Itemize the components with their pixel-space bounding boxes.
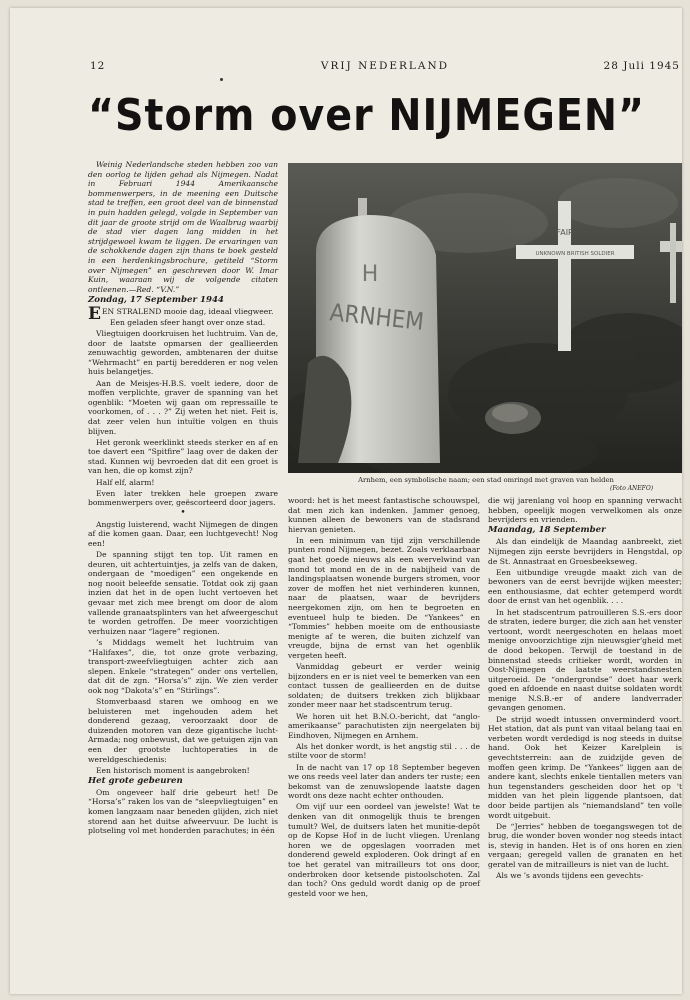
photo-caption: Arnhem, een symbolische naam; een stad omringd met graven van helden <box>358 476 614 484</box>
newspaper-name: VRIJ NEDERLAND <box>320 60 450 72</box>
section-separator: • <box>180 508 186 519</box>
newspaper-page <box>10 8 682 994</box>
paragraph: Om vijf uur een oordeel van jewelste! Wat te denken van dit onmogelijk thuis te brengen tumult? Wel, de duitsers laten het munitie-depôt op de Kopse Hof in de lucht vliegen. Urenlang horen we de opgeslagen voorraden met donderend geweld exploderen. Ook dringt af en toe het geratel van mitrailleurs tot ons door, onderbroken door ketsende pistoolschoten. Zal dan toch? Ons geduld wordt danig op de proef gesteld voor we hen, <box>288 802 480 898</box>
paragraph: Om ongeveer half drie gebeurt het! De “Horsa’s” raken los van de “sleepvliegtuigen” en komen langzaam naar beneden glijden, zich niet storend aan het duitse afweervuur. De lucht is plotseling vol met honderden parachutes; in één <box>88 787 278 836</box>
paragraph: De “Jerries” hebben de toegangswegen tot de brug, die wonder boven wonder nog steeds intact is, stevig in handen. Het is of ons horen en zien vergaan; geregeld vallen de granaten en het geratel van de mitrailleurs is niet van de lucht. <box>488 821 682 869</box>
paragraph: Als dan eindelijk de Maandag aanbreekt, ziet Nijmegen zijn eerste bevrijders in Hengstdal, op de St. Annastraat en Groesbeekseweg. <box>488 537 682 566</box>
paragraph: We horen uit het B.N.O.-bericht, dat “anglo-amerikaanse” parachutisten zijn neergelaten bij Eindhoven, Nijmegen en Arnhem. <box>288 711 480 740</box>
paragraph: Als we ’s avonds tijdens een gevechts- <box>496 871 644 881</box>
paragraph: Vliegtuigen doorkruisen het luchtruim. Van de, door de laatste opmarsen der geallieerden zenuwachtig geworden, ambtenaren der duitse “Wehrmacht” en partij beredderen er nog velen huis belangetjes. <box>88 329 278 377</box>
paragraph: EEN STRALEND mooie dag, ideaal vliegweer. <box>88 303 274 324</box>
paragraph: In het stadscentrum patrouilleren S.S.-ers door de straten, iedere burger, die zich aan het venster vertoont, wordt neergeschoten en helaas moet menige onvoorzichtige zijn nieuwsgier'gheid met de dood bekopen. Terwijl de toestand in de binnenstad steeds critieker wordt, worden in Oost-Nijmegen de laatste weerstandsnesten uitgeroeid. De “ondergrondse” doet haar werk goed en afdoende en naast duitse soldaten wordt menige N.S.B.-er of andere landverrader gevangen genomen. <box>488 607 682 713</box>
page-number: 12 <box>90 60 106 72</box>
subheading-zondag: Zondag, 17 September 1944 <box>88 294 224 305</box>
paragraph: Aan de Meisjes-H.B.S. voelt iedere, door de moffen verplichte, graver de spanning van het ogenblik: “Moeten wij gaan om repressaille te voorkomen, of . . . ?” Zij weten het niet. Feit is, dat zeer velen hun intuïtie volgen en thuis blijven. <box>88 378 278 436</box>
cross-inscription: UNKNOWN BRITISH SOLDIER <box>535 251 615 257</box>
paragraph: Half elf, alarm! <box>96 477 155 487</box>
paragraph: Angstig luisterend, wacht Nijmegen de dingen af die komen gaan. Daar, een luchtgevecht! Nog een! <box>88 519 278 548</box>
article-title: “Storm over NIJMEGEN” <box>88 90 646 141</box>
column-2 <box>288 496 480 900</box>
grave-markers-photo <box>288 163 682 473</box>
paragraph: Een geladen sfeer hangt over onze stad. <box>109 318 266 327</box>
article-photo <box>288 163 682 473</box>
header-dot <box>220 78 223 81</box>
issue-date: 28 Juli 1945 <box>603 60 680 72</box>
paragraph: Stomverbaasd staren we omhoog en we beluisteren met ingehouden adem het donderend gezaag, veroorzaakt door de duizenden motoren van deze gigantische lucht-Armada; nog onbewust, dat we getuigen zijn van een der grootste luchtoperaties in de wereldgeschiedenis: <box>88 696 278 764</box>
paragraph: Even later trekken hele groepen zware bommenwerpers over, geëscorteerd door jagers. <box>88 488 278 508</box>
column-1 <box>88 160 278 837</box>
photo-credit: (Foto ANEFO) <box>610 485 654 492</box>
paragraph: die wij jarenlang vol hoop en spanning verwacht hebben, opeelijk mogen verwelkomen als onze bevrijders en vrienden. <box>488 496 682 525</box>
paragraph: In een minimum van tijd zijn verschillende punten rond Nijmegen, bezet. Zoals verklaarbaar gaat het goede nieuws als een wervelwind van mond tot mond en de in de nabijheid van de landingsplaatsen wonende burgers stromen, voor zover de moffen het niet verhinderen kunnen, naar de plaatsen, waar de bevrijders neergekomen zijn, om hen te begroeten en eventueel hulp te bieden. De “Yankees” en “Tommies” hebben moeite om de enthousiaste menigte af te weren, die buiten zichzelf van vreugde, bijna de ernst van het ogenblik vergeten heeft. <box>288 535 480 660</box>
marker-inscription: ARNHEM <box>328 298 426 336</box>
paragraph: Het geronk weerklinkt steeds sterker en af en toe davert een “Spitfire” laag over de daken der stad. Kunnen wij bevroeden dat dit een groet is van hen, die op komst zijn? <box>88 437 278 476</box>
paragraph: Vanmiddag gebeurt er verder weinig bijzonders en er is niet veel te bemerken van een contact tussen de geallieerden en de duitse soldaten; de duitsers trekken zich blijkbaar zonder meer naar het stadscentrum terug. <box>288 662 480 710</box>
paragraph: woord: het is het meest fantastische schouwspel, dat men zich kan indenken. Jammer genoeg, kunnen alleen de bewoners van de stadsrand hiervan genieten. <box>288 496 480 534</box>
intro-text: Weinig Nederlandsche steden hebben zoo van den oorlog te lijden gehad als Nijmegen. Nadat in Februari 1944 Amerikaansche bommenwerpers, in de meening een Duitsche stad te treffen, een groot deel van de binnenstad in puin hadden gelegd, volgde in September van dit jaar de groote strijd om de Waalbrug waarbij de stad vier dagen lang midden in het strijdgewoel kwam te liggen. De ervaringen van de schokkende dagen zijn thans te boek gesteld in een herdenkingsbrochure, getiteld “Storm over Nijmegen” en geschreven door W. Imar Kuin, waaraan wij de volgende citaten ontleenen.—Red. “V.N.” <box>88 160 278 294</box>
subheading-grote-gebeuren: Het grote gebeuren <box>88 775 183 786</box>
cross-top-text: FAIR <box>556 228 574 237</box>
paragraph: ’s Middags wemelt het luchtruim van “Halifaxes”, die, tot onze grote verbazing, transport-zweefvliegtuigen achter zich aan slepen. Enkele “strategen” onder ons vertellen, dat dit de zgn. “Horsa’s” zijn. We zien verder ook nog “Dakota’s” en “Stirlings”. <box>88 637 278 695</box>
paragraph: Als het donker wordt, is het angstig stil . . . de stilte voor de storm! <box>288 741 480 761</box>
paragraph: De strijd woedt intussen onverminderd voort. Het station, dat als punt van vitaal belang taai en verbeten wordt verdedigd is nog steeds in duitse hand. Ook het Keizer Karelplein is gevechtsterrein: aan de zuidzijde geven de moffen geen krimp. De “Yankees” liggen aan de andere kant, slechts enkele tientallen meters van hun tegenstanders gescheiden door het op 't midden van het plein liggende plantsoen, dat door beide partijen als “niemandsland” ten volle wordt uitgebuit. <box>488 714 682 820</box>
paragraph: In de nacht van 17 op 18 September begeven we ons reeds veel later dan anders ter ruste; een bekomst van de zenuwslopende laatste dagen wordt ons deze nacht echter onthouden. <box>288 762 480 801</box>
paragraph: Een uitbundige vreugde maakt zich van de bewoners van de eerst bevrijde wijken meester; een enthousiasme, dat echter getemperd wordt door de ernst van het ogenblik. . . . <box>488 567 682 606</box>
column-3 <box>488 496 682 882</box>
article-intro <box>88 160 278 294</box>
paragraph: Een historisch moment is aangebroken! <box>96 765 250 775</box>
paragraph: De spanning stijgt ten top. Uit ramen en deuren, uit achtertuintjes, ja zelfs van de daken, ondergaan de “moedigen” een ongekende en nog nooit beleefde sensatie. Totdat ook zij gaan inzien dat het in de open lucht vertoeven het gevaar met zich mee brengt om door de alom vallende granaatsplinters van het afweergeschut te worden getroffen. De meer voorzichtigen verhuizen naar “lagere” regionen. <box>88 550 278 636</box>
subheading-maandag: Maandag, 18 September <box>488 525 606 536</box>
marker-top-letter: H <box>361 262 379 287</box>
